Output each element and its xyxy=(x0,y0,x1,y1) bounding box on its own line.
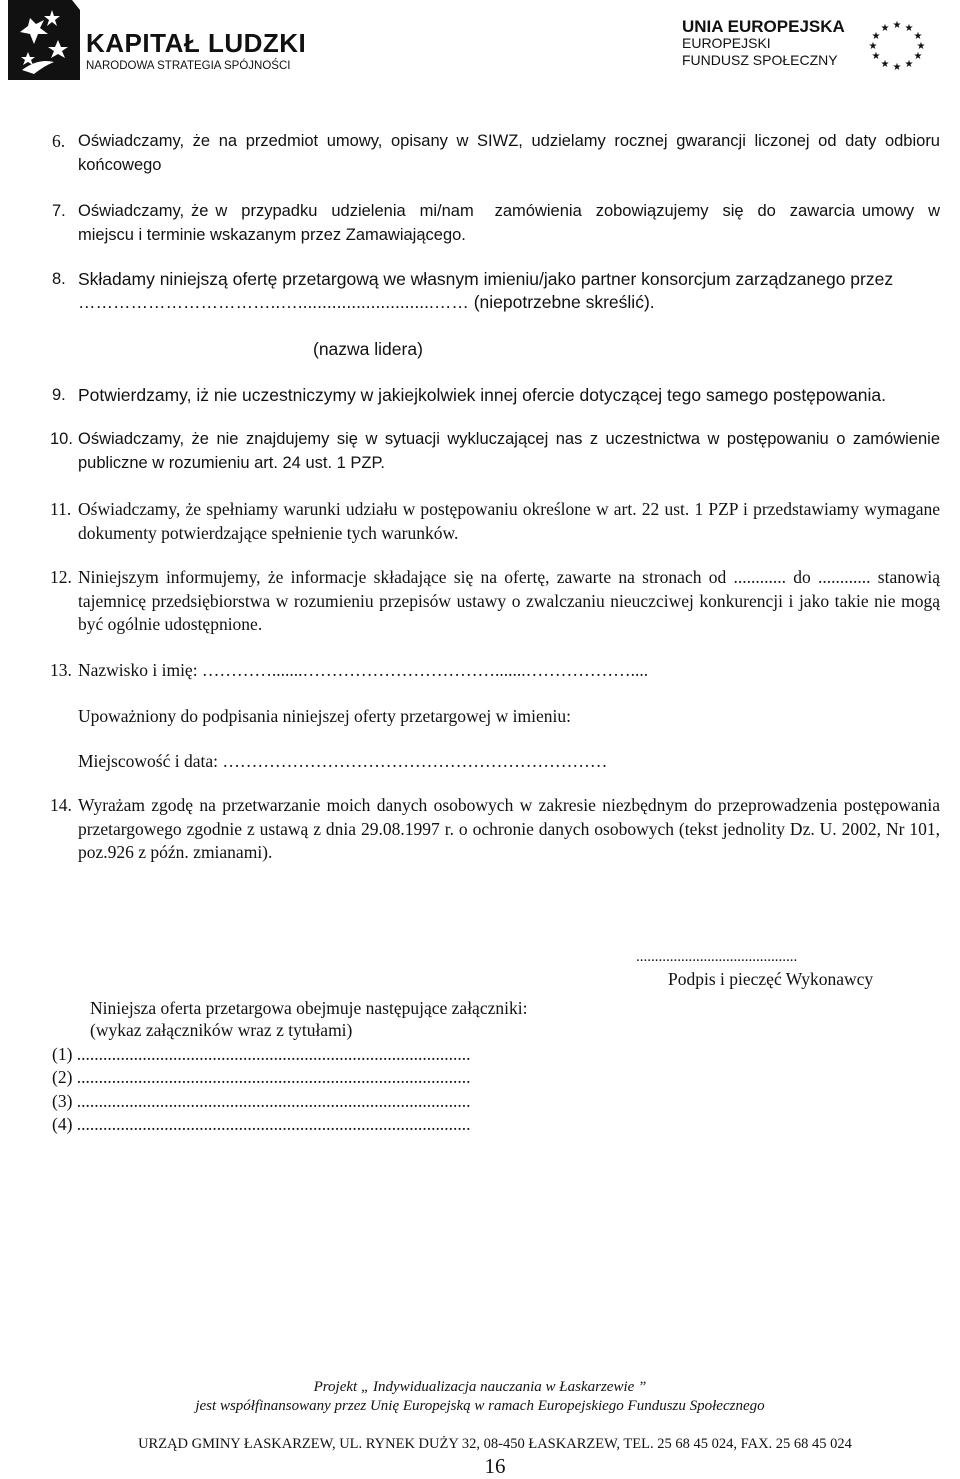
item-8-text: Składamy niniejszą ofertę przetargową we własnym imieniu/jako partner konsorcjum zarządzanego przez xyxy=(78,269,894,289)
footer-project-line2: jest współfinansowany przez Unię Europejską w ramach Europejskiego Funduszu Społecznego xyxy=(195,1398,765,1414)
svg-text:★: ★ xyxy=(904,59,914,70)
item-9-text: Potwierdzamy, iż nie uczestniczymy w jakiejkolwiek innej ofercie dotyczącej tego samego postępowania. xyxy=(78,385,886,405)
place-date-field: Miejscowość i data: ………………………………………………………… xyxy=(78,751,608,771)
item-8-leader-label: (nazwa lidera) xyxy=(313,339,423,359)
item-9-number: 9. xyxy=(52,386,66,404)
ue-logo-line2: EUROPEJSKI xyxy=(682,35,771,51)
signature-dots: ........................................... xyxy=(636,949,798,965)
footer-project xyxy=(0,1378,960,1416)
item-8-number: 8. xyxy=(52,270,66,288)
svg-text:★: ★ xyxy=(868,41,878,52)
attachment-entry-3: (3) .......................................................................................... xyxy=(52,1091,471,1111)
item-7-number: 7. xyxy=(52,202,66,220)
item-8-leader-line: ……………………………..…............................…… (niepotrzebne skreślić). xyxy=(78,292,655,312)
item-6-text: Oświadczamy, że na przedmiot umowy, opisany w SIWZ, udzielamy rocznej gwarancji liczonej od daty odbioru końcowego xyxy=(78,132,940,174)
ue-efs-logo xyxy=(682,18,952,78)
eu-flag-icon xyxy=(862,18,932,74)
kapital-ludzki-subtitle: NARODOWA STRATEGIA SPÓJNOŚCI xyxy=(86,60,291,72)
svg-text:★: ★ xyxy=(871,31,881,42)
authorized-signatory-label: Upoważniony do podpisania niniejszej oferty przetargowej w imieniu: xyxy=(78,706,571,726)
svg-text:★: ★ xyxy=(892,62,902,73)
item-10-text: Oświadczamy, że nie znajdujemy się w sytuacji wykluczającej nas z uczestnictwa w postępowaniu o zamówienie publiczne w rozumieniu art. 24 ust. 1 PZP. xyxy=(78,430,940,472)
svg-text:★: ★ xyxy=(871,51,881,62)
page-number: 16 xyxy=(484,1454,506,1478)
svg-text:★: ★ xyxy=(892,20,902,31)
item-6-number: 6. xyxy=(52,131,66,151)
svg-text:★: ★ xyxy=(913,51,923,62)
svg-text:★: ★ xyxy=(913,31,923,42)
attachments-heading: Niniejsza oferta przetargowa obejmuje następujące załączniki: xyxy=(90,998,528,1018)
item-13-name-field: Nazwisko i imię: ………….......…………………………….......……………….... xyxy=(78,660,649,680)
kapital-ludzki-title: KAPITAŁ LUDZKI xyxy=(86,28,307,58)
item-12-text: Niniejszym informujemy, że informacje składające się na ofertę, zawarte na stronach od ............ do ............ stanowią tajemnicę przedsiębiorstwa w rozumieniu przepisów ustawy o zwalczaniu nieuczciwej konkurencji i jako takie nie mogą być ogólnie udostępnione. xyxy=(78,567,940,634)
attachment-entry-4: (4) .......................................................................................... xyxy=(52,1114,471,1134)
kapital-ludzki-emblem-icon xyxy=(8,0,80,80)
item-7-text: Oświadczamy, że w przypadku udzielenia mi/nam zamówienia zobowiązujemy się do zawarcia umowy w miejscu i terminie wskazanym przez Zamawiającego. xyxy=(78,202,950,244)
item-13-number: 13. xyxy=(50,660,72,680)
ue-logo-line3: FUNDUSZ SPOŁECZNY xyxy=(682,52,838,68)
svg-text:★: ★ xyxy=(880,59,890,70)
signature-label: Podpis i pieczęć Wykonawcy xyxy=(668,969,874,989)
footer-address: URZĄD GMINY ŁASKARZEW, UL. RYNEK DUŻY 32, 08-450 ŁASKARZEW, TEL. 25 68 45 024, FAX. 25 68 45 024 xyxy=(138,1436,852,1452)
item-11-number: 11. xyxy=(50,499,72,519)
item-14-number: 14. xyxy=(50,795,72,815)
footer-project-line1: Projekt „ Indywidualizacja nauczania w Łaskarzewie ” xyxy=(313,1379,647,1395)
kapital-ludzki-logo xyxy=(8,0,307,80)
svg-text:★: ★ xyxy=(904,23,914,34)
attachments-subheading: (wykaz załączników wraz z tytułami) xyxy=(90,1020,353,1040)
svg-text:★: ★ xyxy=(916,41,926,52)
attachment-entry-2: (2) .......................................................................................... xyxy=(52,1067,471,1087)
attachment-entry-1: (1) .......................................................................................... xyxy=(52,1044,471,1064)
ue-logo-line1: UNIA EUROPEJSKA xyxy=(682,17,845,36)
item-14-text: Wyrażam zgodę na przetwarzanie moich danych osobowych w zakresie niezbędnym do przeprowadzenia postępowania przetargowego zgodnie z ustawą z dnia 29.08.1997 r. o ochronie danych osobowych (tekst jednolity Dz. U. 2002, Nr 101, poz.926 z późn. zmianami). xyxy=(78,795,940,862)
item-12-number: 12. xyxy=(50,567,72,587)
svg-text:★: ★ xyxy=(880,23,890,34)
item-11-text: Oświadczamy, że spełniamy warunki udziału w postępowaniu określone w art. 22 ust. 1 PZP i przedstawiamy wymagane dokumenty potwierdzające spełnienie tych warunków. xyxy=(78,499,940,543)
item-10-number: 10. xyxy=(50,430,73,448)
